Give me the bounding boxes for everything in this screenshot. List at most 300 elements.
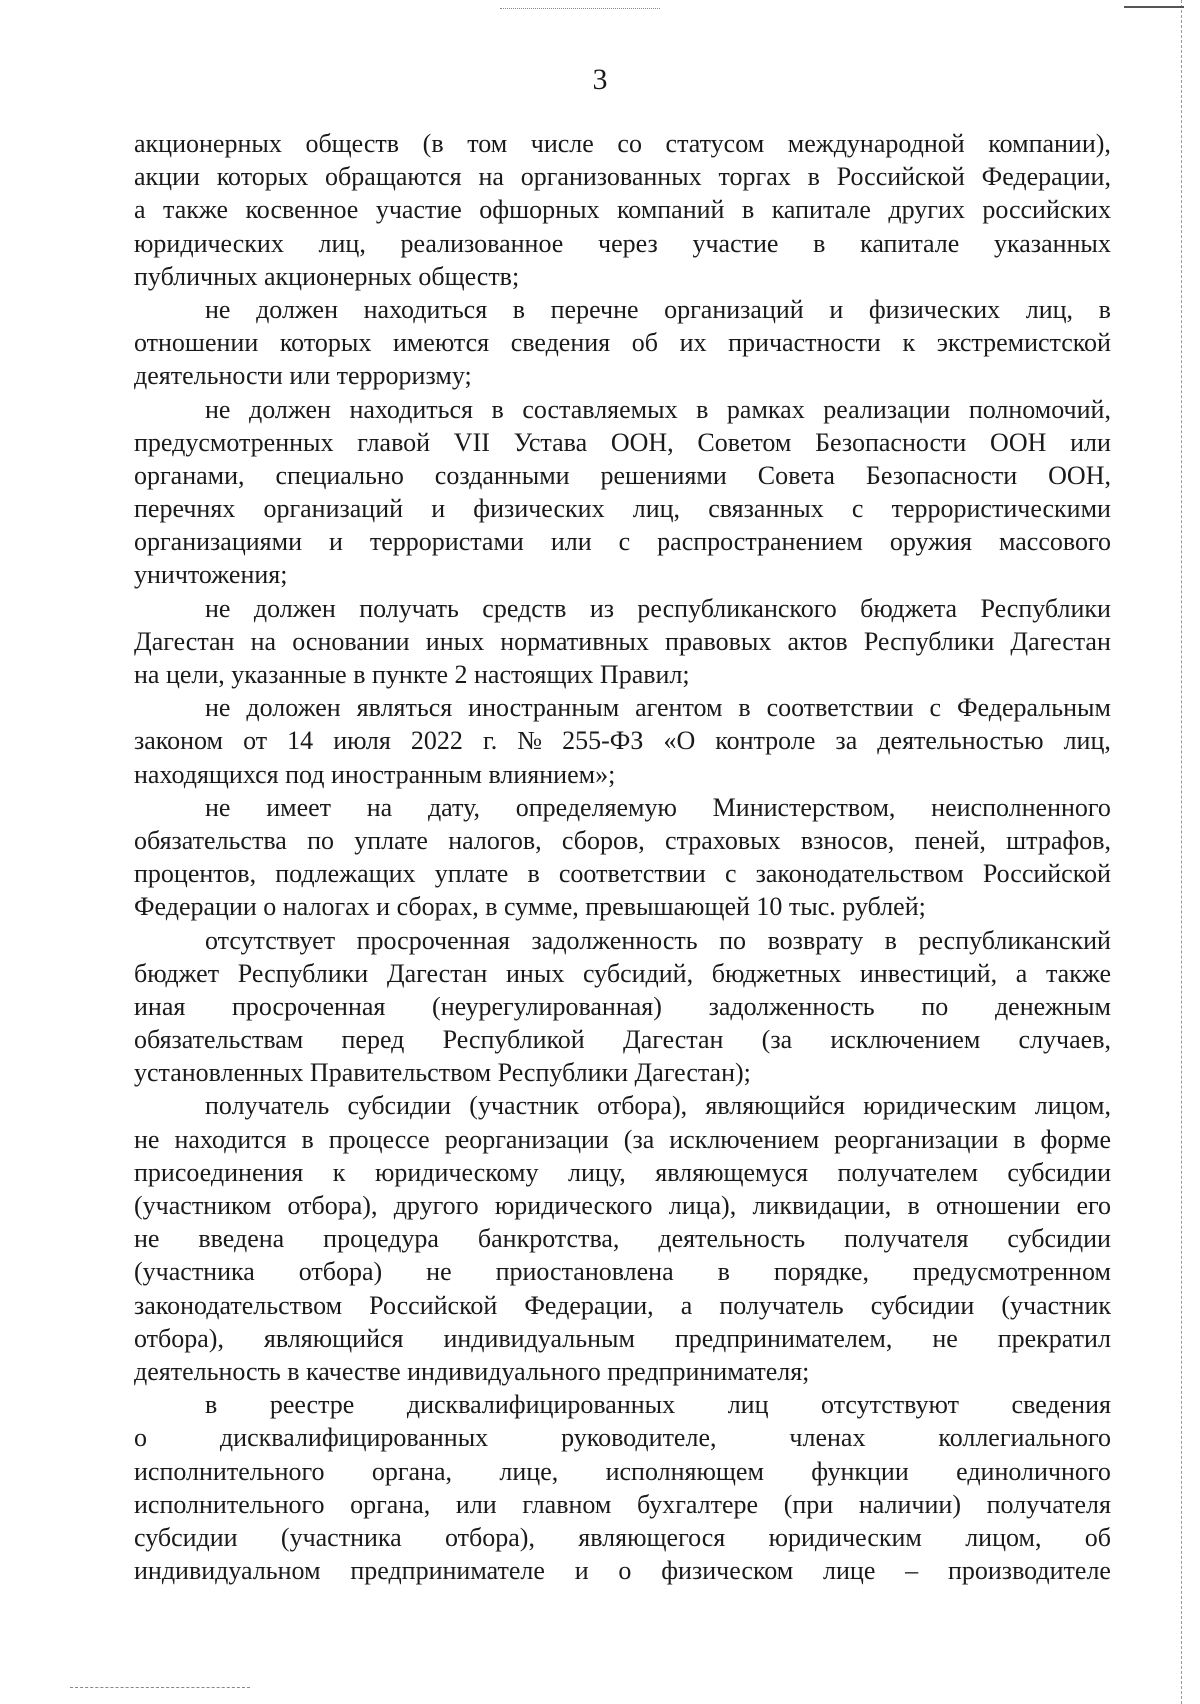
word: иных	[506, 958, 565, 988]
word: Российской	[836, 162, 965, 192]
word: на	[250, 626, 277, 656]
word: получатель	[205, 1091, 330, 1121]
word: с	[724, 859, 737, 889]
word: 14	[287, 726, 314, 756]
word: о	[134, 1423, 147, 1453]
word: (в	[422, 129, 444, 158]
word: республиканский	[918, 925, 1111, 955]
word: Федерации,	[981, 162, 1111, 192]
word: ООН,	[610, 427, 674, 457]
word: лицом,	[965, 1522, 1042, 1552]
word: юридического	[494, 1191, 653, 1220]
word: возврату	[767, 925, 864, 955]
word: юридическим	[768, 1522, 922, 1552]
word: в	[512, 294, 526, 324]
text-line	[134, 1222, 1111, 1255]
word: физических	[473, 494, 605, 524]
word: а	[134, 195, 146, 225]
word: перед	[341, 1025, 405, 1055]
word: (при	[783, 1489, 834, 1519]
word: процессе	[328, 1124, 430, 1154]
word: через	[598, 228, 658, 258]
word: иных	[425, 626, 485, 656]
word: по	[921, 991, 949, 1021]
word: процентов,	[134, 859, 257, 889]
word: отбора),	[287, 1191, 378, 1220]
word: перечне	[550, 294, 639, 324]
word: террористическими	[891, 494, 1111, 524]
text-line	[134, 1388, 1111, 1421]
word: введена	[198, 1224, 285, 1254]
word: являющийся	[263, 1323, 404, 1353]
word: членах	[789, 1423, 866, 1453]
word: Дагестан	[134, 626, 235, 656]
word: находиться	[349, 394, 474, 424]
word: в	[807, 162, 820, 192]
word: на	[478, 162, 504, 192]
word: других	[888, 195, 965, 225]
word: находится	[174, 1124, 287, 1154]
word: физических	[868, 294, 1001, 324]
word: Федеральным	[956, 693, 1111, 723]
word: Устава	[513, 427, 588, 457]
word: бюджетных	[711, 958, 842, 988]
word: индивидуальном	[134, 1556, 321, 1586]
word: рамках	[726, 394, 805, 424]
word: субсидии	[347, 1091, 452, 1121]
word: причастности	[728, 328, 881, 358]
word: организациями	[134, 527, 302, 557]
word: отсутствуют	[821, 1390, 959, 1420]
text-line	[134, 1156, 1111, 1189]
word: имеются	[392, 328, 490, 358]
word: в	[884, 925, 897, 955]
word: об	[1084, 1522, 1111, 1552]
word: реестре	[269, 1390, 355, 1420]
text-line	[134, 492, 1111, 525]
word: правовых	[665, 626, 772, 656]
word: отбора),	[445, 1522, 535, 1552]
word: а	[1015, 958, 1028, 988]
word: лиц,	[1063, 726, 1111, 756]
text-line	[134, 326, 1111, 359]
word: получателем	[837, 1157, 978, 1187]
word: Республикой	[442, 1025, 585, 1055]
word: «О	[663, 726, 696, 756]
word: косвенное	[245, 195, 359, 225]
word: и	[328, 527, 343, 557]
text-line	[134, 227, 1111, 260]
word: в	[527, 859, 540, 889]
word: (участника	[280, 1522, 402, 1552]
text-line	[134, 1189, 1111, 1222]
word: коллегиального	[938, 1423, 1111, 1453]
word: об	[631, 328, 658, 358]
scan-edge-top	[1124, 6, 1184, 8]
word: индивидуальным	[443, 1323, 635, 1353]
word: реализации	[823, 394, 951, 424]
word: отбора),	[597, 1091, 688, 1121]
text-line	[134, 525, 1111, 558]
word: задолженность	[708, 991, 875, 1021]
text-line	[134, 1554, 1111, 1587]
word: Дагестан	[1010, 626, 1111, 656]
word: штрафов,	[1006, 825, 1111, 855]
word: с	[929, 693, 942, 723]
word: не	[134, 1224, 160, 1254]
word: (участником	[134, 1191, 272, 1220]
word: исключением	[830, 1025, 981, 1055]
word: организаций	[263, 494, 404, 524]
word: главном	[522, 1489, 612, 1519]
text-line: публичных акционерных обществ;	[134, 261, 520, 291]
text-line: на цели, указанные в пункте 2 настоящих Правил;	[134, 660, 690, 689]
word: связанных	[708, 494, 824, 524]
word: просроченная	[232, 991, 386, 1021]
text-line: установленных Правительством Республики Дагестан);	[134, 1058, 751, 1088]
word: его	[1076, 1191, 1111, 1220]
word: органа,	[350, 1489, 431, 1519]
word: нормативных	[500, 626, 649, 656]
word: с	[851, 494, 864, 524]
word: ООН	[990, 427, 1047, 457]
word: или	[1070, 427, 1111, 457]
word: органа,	[371, 1456, 453, 1486]
text-line: находящихся под иностранным влиянием»;	[134, 759, 616, 789]
word: (участник	[469, 1091, 579, 1121]
word: 255-ФЗ	[562, 726, 644, 756]
word: их	[679, 328, 707, 358]
word: дисквалифицированных	[406, 1390, 676, 1420]
word: взносов,	[800, 825, 895, 855]
word: главой	[357, 427, 431, 457]
word: имеет	[266, 792, 332, 822]
word: реализованное	[400, 228, 564, 258]
word: о	[618, 1556, 632, 1586]
word: обращаются	[325, 162, 462, 192]
word: Дагестан	[386, 958, 488, 988]
word: российских	[982, 195, 1111, 225]
word: Советом	[697, 427, 792, 457]
word: созданными	[434, 460, 570, 490]
word: из	[589, 593, 615, 623]
word: также	[163, 195, 229, 225]
word: законодательством	[755, 859, 964, 889]
word: прекратил	[997, 1323, 1111, 1353]
word: Республики	[863, 626, 995, 656]
word: со	[617, 129, 642, 158]
word: отношении	[134, 328, 259, 358]
word: сборов,	[561, 825, 645, 855]
word: и	[574, 1556, 589, 1586]
word: капитале	[771, 195, 871, 225]
word: уплате	[434, 859, 509, 889]
word: и	[829, 294, 844, 324]
word: Российской	[982, 859, 1111, 889]
word: являющемуся	[655, 1157, 809, 1187]
word: не	[205, 593, 231, 623]
word: участие	[375, 195, 462, 225]
word: Федерации,	[524, 1290, 654, 1320]
word: экстремистской	[936, 328, 1111, 358]
word: которых	[216, 162, 309, 192]
word: к	[902, 328, 916, 358]
word: дисквалифицированных	[219, 1423, 489, 1453]
word: распространением	[657, 527, 863, 557]
text-line	[134, 791, 1111, 824]
word: лиц	[727, 1390, 769, 1420]
word: Министерством,	[712, 792, 896, 822]
word: уплате	[354, 825, 428, 855]
word: Республики	[237, 958, 369, 988]
text-line	[134, 592, 1111, 625]
word: республиканского	[637, 593, 837, 623]
word: предусмотренных	[134, 427, 334, 457]
word: полномочий,	[968, 394, 1111, 424]
word: офшорных	[479, 195, 600, 225]
word: Безопасности	[815, 427, 967, 457]
text-line	[134, 957, 1111, 990]
word: организованных	[520, 162, 702, 192]
word: или	[550, 527, 592, 557]
word: торгах	[718, 162, 791, 192]
word: не	[205, 792, 231, 822]
word: акции	[134, 162, 200, 192]
word: органами,	[134, 460, 245, 490]
word: бюджет	[134, 958, 220, 988]
word: основании	[292, 626, 410, 656]
word: деятельность	[658, 1224, 806, 1254]
word: предусмотренном	[912, 1257, 1111, 1287]
word: Безопасности	[865, 460, 1018, 490]
word: являющийся	[705, 1091, 845, 1121]
word: законом	[134, 726, 223, 756]
word: не	[134, 1124, 160, 1154]
word: денежным	[994, 991, 1111, 1021]
word: исключением	[669, 1124, 820, 1154]
word: акционерных	[134, 129, 282, 158]
text-line	[134, 857, 1111, 890]
word: функции	[811, 1456, 909, 1486]
word: присоединения	[134, 1157, 304, 1187]
word: VII	[453, 427, 490, 457]
word: инвестиций,	[859, 958, 998, 988]
word: в	[717, 1257, 730, 1287]
word: –	[905, 1556, 919, 1586]
word: а	[680, 1290, 693, 1320]
word: определяемую	[515, 792, 677, 822]
word: физическом	[661, 1556, 794, 1586]
text-line	[134, 625, 1111, 658]
word: реорганизации	[834, 1124, 999, 1154]
scan-edge-right	[1180, 0, 1182, 1704]
word: задолженность	[531, 925, 698, 955]
word: случаев,	[1018, 1025, 1111, 1055]
word: неисполненного	[931, 792, 1111, 822]
word: предпринимателем,	[674, 1323, 893, 1353]
word: специально	[275, 460, 404, 490]
word: пеней,	[914, 825, 986, 855]
word: Совета	[757, 460, 835, 490]
word: бухгалтере	[637, 1489, 759, 1519]
word: иная	[134, 991, 186, 1021]
word: отбора),	[134, 1323, 224, 1353]
word: лицу,	[568, 1157, 626, 1187]
word: юридическому	[374, 1157, 539, 1187]
word: налогов,	[448, 825, 542, 855]
word: числе	[530, 129, 594, 158]
word: ликвидации,	[752, 1191, 892, 1220]
word: должен	[253, 593, 336, 623]
text-line	[134, 1289, 1111, 1322]
word: должен	[256, 294, 338, 324]
word: которых	[279, 328, 372, 358]
text-line	[134, 1023, 1111, 1056]
text-line	[134, 824, 1111, 857]
text-line: деятельности или терроризму;	[134, 361, 472, 391]
word: также	[1045, 958, 1111, 988]
word: бюджета	[860, 593, 958, 623]
text-line	[134, 1089, 1111, 1122]
word: обязательствам	[134, 1025, 304, 1055]
text-line	[134, 1455, 1111, 1488]
word: 2022	[410, 726, 463, 756]
word: ООН,	[1048, 460, 1111, 490]
word: руководителе,	[561, 1423, 717, 1453]
word: средств	[482, 593, 567, 623]
word: лица),	[668, 1191, 737, 1220]
word: обязательства	[134, 825, 287, 855]
text-line: деятельность в качестве индивидуального предпринимателя;	[134, 1356, 810, 1386]
word: в	[907, 1191, 920, 1220]
word: г.	[482, 726, 498, 756]
word: оружия	[889, 527, 972, 557]
word: отношении	[935, 1191, 1061, 1220]
word: субсидий,	[582, 958, 694, 988]
word: не	[932, 1323, 958, 1353]
word: (за	[623, 1124, 655, 1154]
word: иностранным	[468, 693, 620, 723]
word: в	[301, 1124, 314, 1154]
word: процедура	[323, 1224, 439, 1254]
text-line	[134, 691, 1111, 724]
word: сведения	[1011, 1390, 1111, 1420]
word: №	[517, 726, 543, 756]
text-line	[134, 924, 1111, 957]
word: решениями	[600, 460, 727, 490]
text-line	[134, 293, 1111, 326]
word: в	[741, 195, 755, 225]
word: отбора)	[298, 1257, 383, 1287]
page-number: 3	[592, 63, 608, 96]
word: международной	[787, 129, 965, 158]
word: дату,	[427, 792, 480, 822]
word: реорганизации	[444, 1124, 609, 1154]
word: июля	[333, 726, 391, 756]
word: деятельностью	[877, 726, 1044, 756]
text-line	[134, 1322, 1111, 1355]
word: получать	[359, 593, 459, 623]
text-line: Федерации о налогах и сборах, в сумме, превышающей 10 тыс. рублей;	[134, 892, 926, 922]
word: в	[696, 394, 709, 424]
word: юридическим	[863, 1091, 1017, 1121]
word: (за	[761, 1025, 793, 1055]
text-line	[134, 1123, 1111, 1156]
word: соответствии	[766, 693, 914, 723]
word: указанных	[994, 228, 1111, 258]
word: другого	[393, 1191, 479, 1220]
word: сведения	[510, 328, 611, 358]
word: производителе	[947, 1556, 1111, 1586]
word: форме	[1040, 1124, 1111, 1154]
word: порядке,	[773, 1257, 869, 1287]
word: том	[467, 129, 508, 158]
word: капитале	[860, 228, 960, 258]
word: в	[205, 1390, 218, 1420]
word: составляемых	[522, 394, 678, 424]
word: в	[1098, 294, 1111, 324]
text-line	[134, 459, 1111, 492]
word: получателя	[986, 1489, 1111, 1519]
word: (участника	[134, 1257, 255, 1287]
word: соответствии	[558, 859, 706, 889]
word: наличии)	[858, 1489, 961, 1519]
text-line	[134, 1488, 1111, 1521]
word: в	[738, 693, 751, 723]
word: подлежащих	[275, 859, 416, 889]
word: или	[455, 1489, 497, 1519]
word: являться	[356, 693, 453, 723]
word: по	[307, 825, 334, 855]
word: не	[205, 394, 231, 424]
word: должен	[248, 394, 331, 424]
word: актов	[787, 626, 848, 656]
document-body	[134, 127, 1111, 1587]
word: обществ	[305, 129, 400, 158]
word: в	[1013, 1124, 1026, 1154]
word: лиц,	[318, 228, 366, 258]
word: субсидии	[1007, 1224, 1111, 1254]
text-line	[134, 193, 1111, 226]
word: с	[618, 527, 631, 557]
word: (участник	[1001, 1290, 1111, 1320]
word: Дагестан	[622, 1025, 724, 1055]
word: лице,	[499, 1456, 559, 1486]
word: компании),	[988, 129, 1111, 158]
word: агентом	[635, 693, 723, 723]
word: получателя	[844, 1224, 969, 1254]
word: исполнительного	[134, 1456, 325, 1486]
word: участие	[692, 228, 779, 258]
word: предпринимателе	[350, 1556, 545, 1586]
word: на	[366, 792, 393, 822]
text-line	[134, 160, 1111, 193]
scan-dots-top	[500, 8, 660, 9]
text-line: уничтожения;	[134, 560, 288, 590]
text-line	[134, 127, 1111, 160]
word: по	[719, 925, 747, 955]
text-line	[134, 1421, 1111, 1454]
word: юридических	[134, 228, 284, 258]
word: субсидии	[134, 1522, 238, 1552]
word: единоличного	[956, 1456, 1111, 1486]
word: исполнительного	[134, 1489, 325, 1519]
word: лицом,	[1034, 1091, 1111, 1121]
word: не	[205, 693, 231, 723]
word: контроле	[715, 726, 816, 756]
word: компаний	[617, 195, 725, 225]
word: и	[431, 494, 446, 524]
